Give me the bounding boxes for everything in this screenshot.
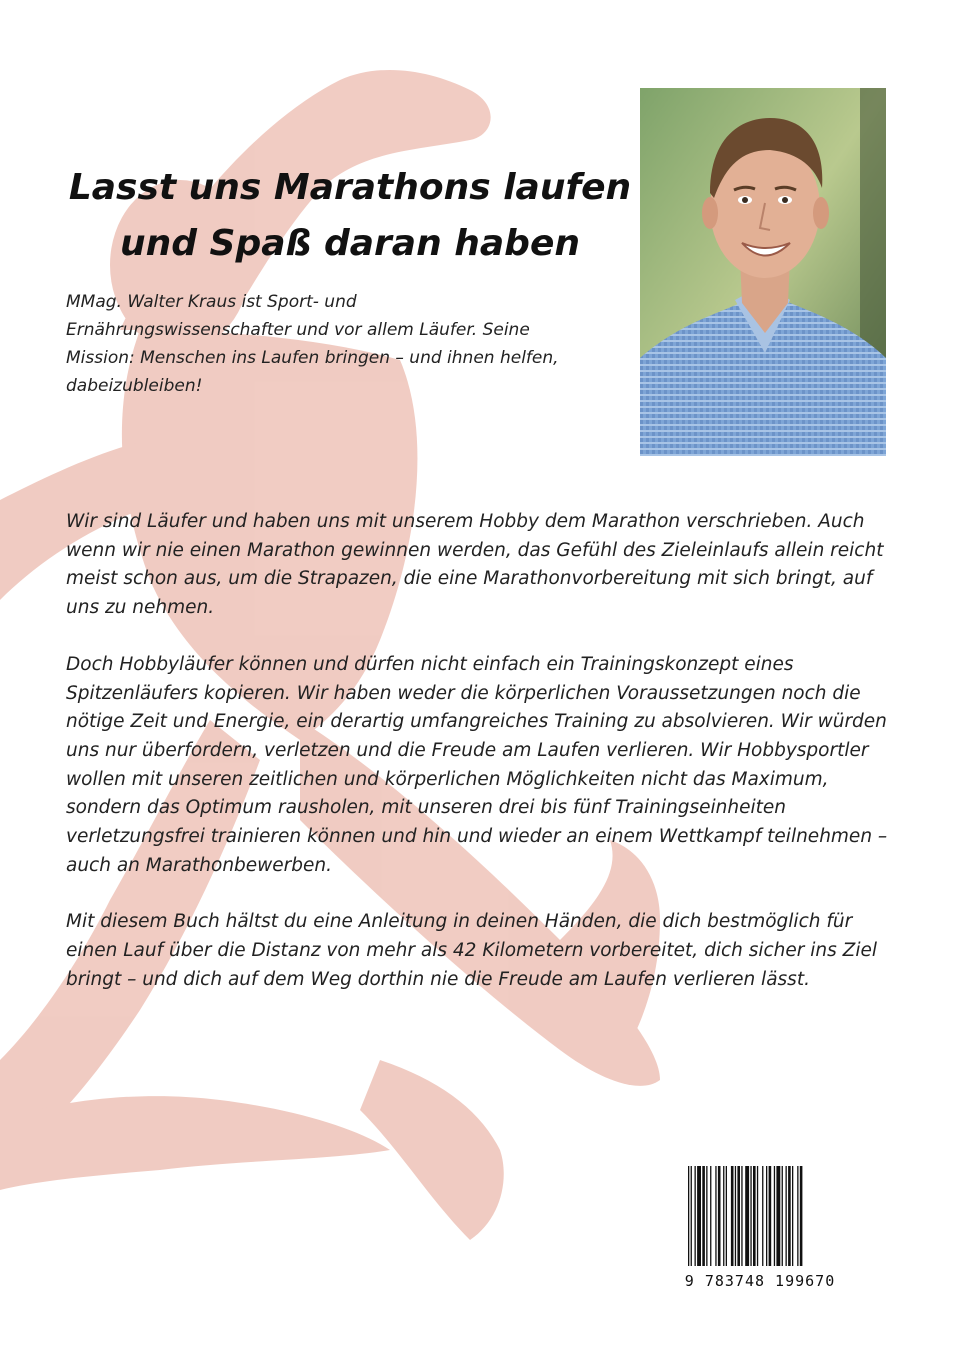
barcode-bar [800, 1166, 803, 1266]
barcode-bar [797, 1166, 798, 1266]
barcode-bar [695, 1166, 696, 1266]
author-bio: MMag. Walter Kraus ist Sport- und Ernährungswissenschafter und vor allem Läufer. Seine Mission: Menschen ins Laufen bringen – und ihnen helfen, dabeizubleiben! [66, 292, 559, 396]
barcode-bar [710, 1166, 711, 1266]
barcode-bar [723, 1166, 724, 1266]
barcode [670, 1164, 850, 1290]
barcode-bar [750, 1166, 751, 1266]
author-photo [640, 88, 886, 456]
barcode-bar [688, 1166, 689, 1266]
description-text [66, 508, 896, 1023]
barcode-bar [691, 1166, 692, 1266]
barcode-bar [769, 1166, 772, 1266]
barcode-bar [697, 1166, 701, 1266]
barcode-bar [782, 1166, 783, 1266]
book-title [40, 160, 660, 272]
barcode-bar [726, 1166, 727, 1266]
barcode-bar [774, 1166, 775, 1266]
barcode-bar [753, 1166, 756, 1266]
barcode-bar [715, 1166, 716, 1266]
barcode-bar [706, 1166, 707, 1266]
barcode-bar [792, 1166, 793, 1266]
description-paragraph: Mit diesem Buch hältst du eine Anleitung in deinen Händen, die dich bestmöglich für einen Lauf über die Distanz von mehr als 42 Kilometern vorbereitet, dich sicher ins Ziel bringt – und dich auf dem Weg dorthin nie die Freude am Laufen verlieren lässt. [66, 911, 877, 990]
barcode-bar [741, 1166, 742, 1266]
barcode-bar [745, 1166, 749, 1266]
barcode-bar [735, 1166, 736, 1266]
barcode-bar [718, 1166, 721, 1266]
title-line-2: und Spaß daran haben [120, 223, 580, 264]
isbn-number: 9 783748 199670 [684, 1272, 836, 1290]
barcode-bars [670, 1164, 850, 1270]
barcode-bar [757, 1166, 758, 1266]
barcode-bar [776, 1166, 780, 1266]
barcode-bar [786, 1166, 787, 1266]
description-paragraph: Doch Hobbyläufer können und dürfen nicht einfach ein Trainingskonzept eines Spitzenläufers kopieren. Wir haben weder die körperlichen Voraussetzungen noch die nötige Zeit und Energie, ein derartig umfangreiches Training zu absolvieren. Wir würden uns nur überfordern, verletzen und die Freude am Laufen verlieren. Wir Hobbysportler wollen mit unseren zeitlichen und körperlichen Möglichkeiten nicht das Maximum, sondern das Optimum rausholen, mit unseren drei bis fünf Trainingseinheiten verletzungsfrei trainieren können und hin und wieder an einem Wettkampf teilnehmen – auch an Marathonbewerben. [66, 653, 888, 876]
barcode-bar [788, 1166, 791, 1266]
barcode-bar [731, 1166, 734, 1266]
description-paragraph: Wir sind Läufer und haben uns mit unserem Hobby dem Marathon verschrieben. Auch wenn wir nie einen Marathon gewinnen werden, das Gefühl des Zieleinlaufs allein reicht meist schon aus, um die Strapazen, die eine Marathonvorbereitung mit sich bringt, auf uns zu nehmen. [66, 511, 884, 619]
barcode-bar [702, 1166, 705, 1266]
barcode-bar [737, 1166, 740, 1266]
barcode-bar [762, 1166, 763, 1266]
title-line-1: Lasst uns Marathons laufen [68, 167, 632, 208]
barcode-bar [766, 1166, 767, 1266]
